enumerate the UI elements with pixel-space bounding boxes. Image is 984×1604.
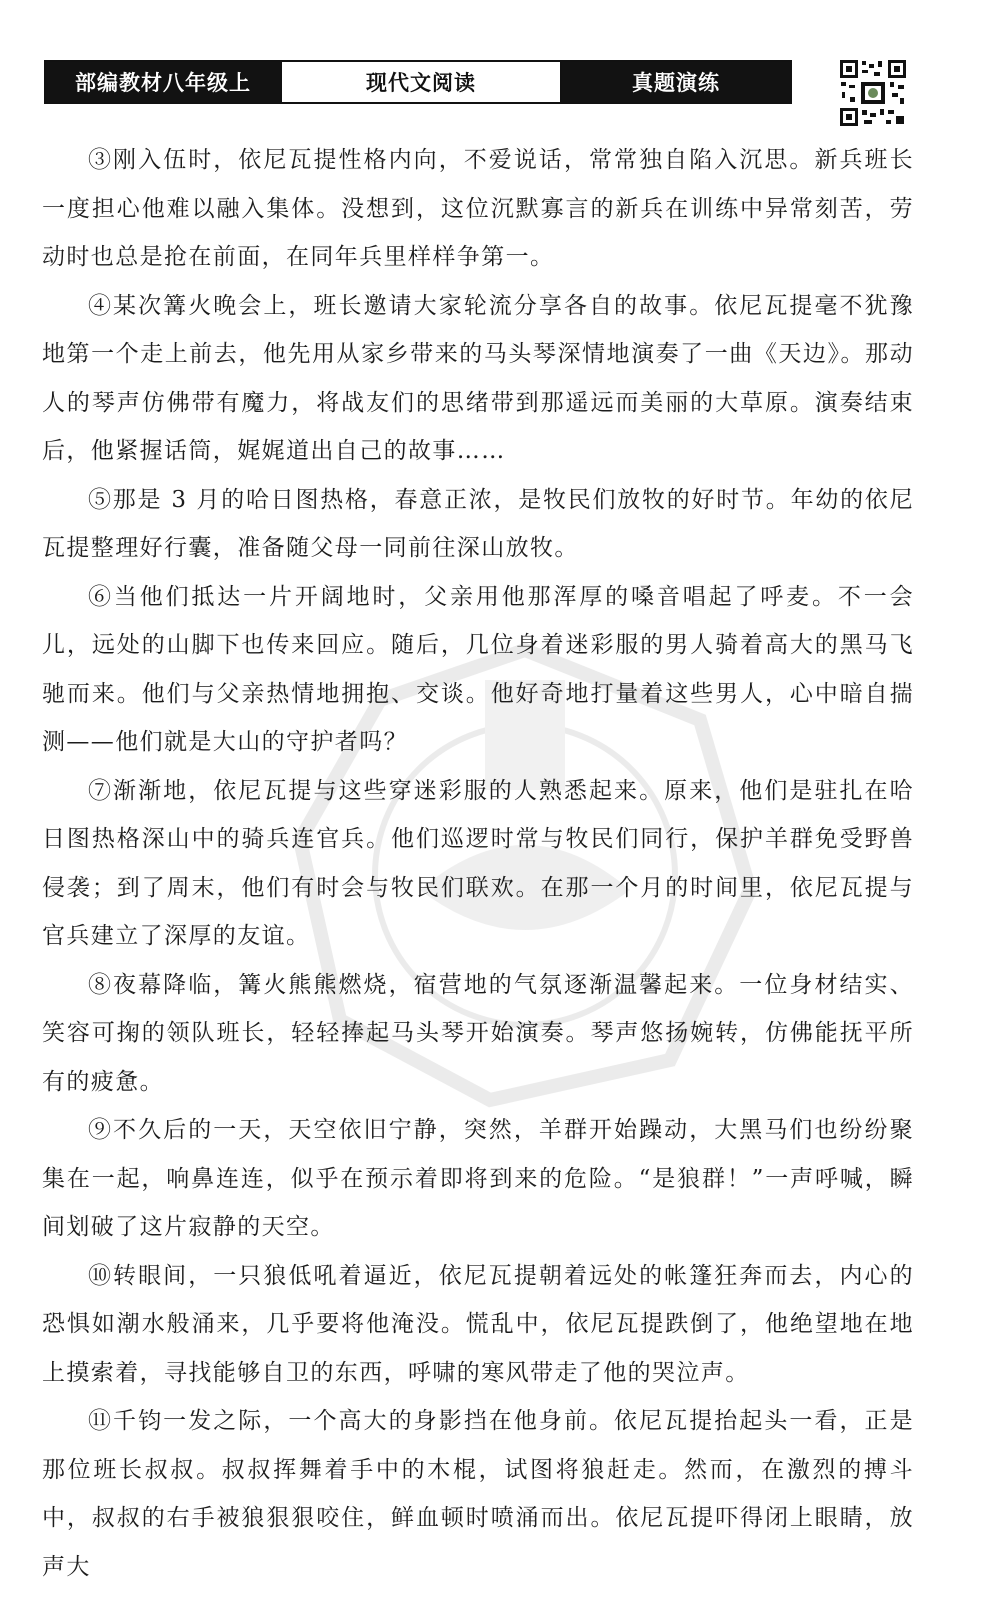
paragraph-5: ⑤那是 3 月的哈日图热格，春意正浓，是牧民们放牧的好时节。年幼的依尼瓦提整理好行囊，准备随父母一同前往深山放牧。 [42,486,914,561]
header-middle-label: 现代文阅读 [280,62,562,102]
paragraph-3: ③刚入伍时，依尼瓦提性格内向，不爱说话，常常独自陷入沉思。新兵班长一度担心他难以融入集体。没想到，这位沉默寡言的新兵在训练中异常刻苦，劳动时也总是抢在前面，在同年兵里样样争第一。 [42,147,914,270]
paragraph-10: ⑩转眼间，一只狼低吼着逼近，依尼瓦提朝着远处的帐篷狂奔而去，内心的恐惧如潮水般涌来，几乎要将他淹没。慌乱中，依尼瓦提跌倒了，他绝望地在地上摸索着，寻找能够自卫的东西，呼啸的寒风带走了他的哭泣声。 [42,1262,914,1386]
paragraph-9: ⑨不久后的一天，天空依旧宁静，突然，羊群开始躁动，大黑马们也纷纷聚集在一起，响鼻连连，似乎在预示着即将到来的危险。“是狼群！”一声呼喊，瞬间划破了这片寂静的天空。 [42,1117,914,1240]
header-bar [44,60,792,104]
header-left-label: 部编教材八年级上 [46,62,280,102]
paragraph-8: ⑧夜幕降临，篝火熊熊燃烧，宿营地的气氛逐渐温馨起来。一位身材结实、笑容可掬的领队班长，轻轻捧起马头琴开始演奏。琴声悠扬婉转，仿佛能抚平所有的疲惫。 [42,971,914,1095]
paragraph-6: ⑥当他们抵达一片开阔地时，父亲用他那浑厚的嗓音唱起了呼麦。不一会儿，远处的山脚下也传来回应。随后，几位身着迷彩服的男人骑着高大的黑马飞驰而来。他们与父亲热情地拥抱、交谈。他好奇地打量着这些男人，心中暗自揣测——他们就是大山的守护者吗？ [42,583,914,755]
paragraph-4: ④某次篝火晚会上，班长邀请大家轮流分享各自的故事。依尼瓦提毫不犹豫地第一个走上前去，他先用从家乡带来的马头琴深情地演奏了一曲《天边》。那动人的琴声仿佛带有魔力，将战友们的思绪带到那遥远而美丽的大草原。演奏结束后，他紧握话筒，娓娓道出自己的故事…… [42,292,914,464]
header-right-label: 真题演练 [562,62,790,102]
qr-code-icon [838,58,908,128]
paragraph-7: ⑦渐渐地，依尼瓦提与这些穿迷彩服的人熟悉起来。原来，他们是驻扎在哈日图热格深山中的骑兵连官兵。他们巡逻时常与牧民们同行，保护羊群免受野兽侵袭；到了周末，他们有时会与牧民们联欢。在那一个月的时间里，依尼瓦提与官兵建立了深厚的友谊。 [42,777,914,949]
paragraph-11: ⑪千钧一发之际，一个高大的身影挡在他身前。依尼瓦提抬起头一看，正是那位班长叔叔。叔叔挥舞着手中的木棍，试图将狼赶走。然而，在激烈的搏斗中，叔叔的右手被狼狠狠咬住，鲜血顿时喷涌而出。依尼瓦提吓得闭上眼睛，放声大 [42,1408,914,1580]
article-body [42,136,914,1591]
